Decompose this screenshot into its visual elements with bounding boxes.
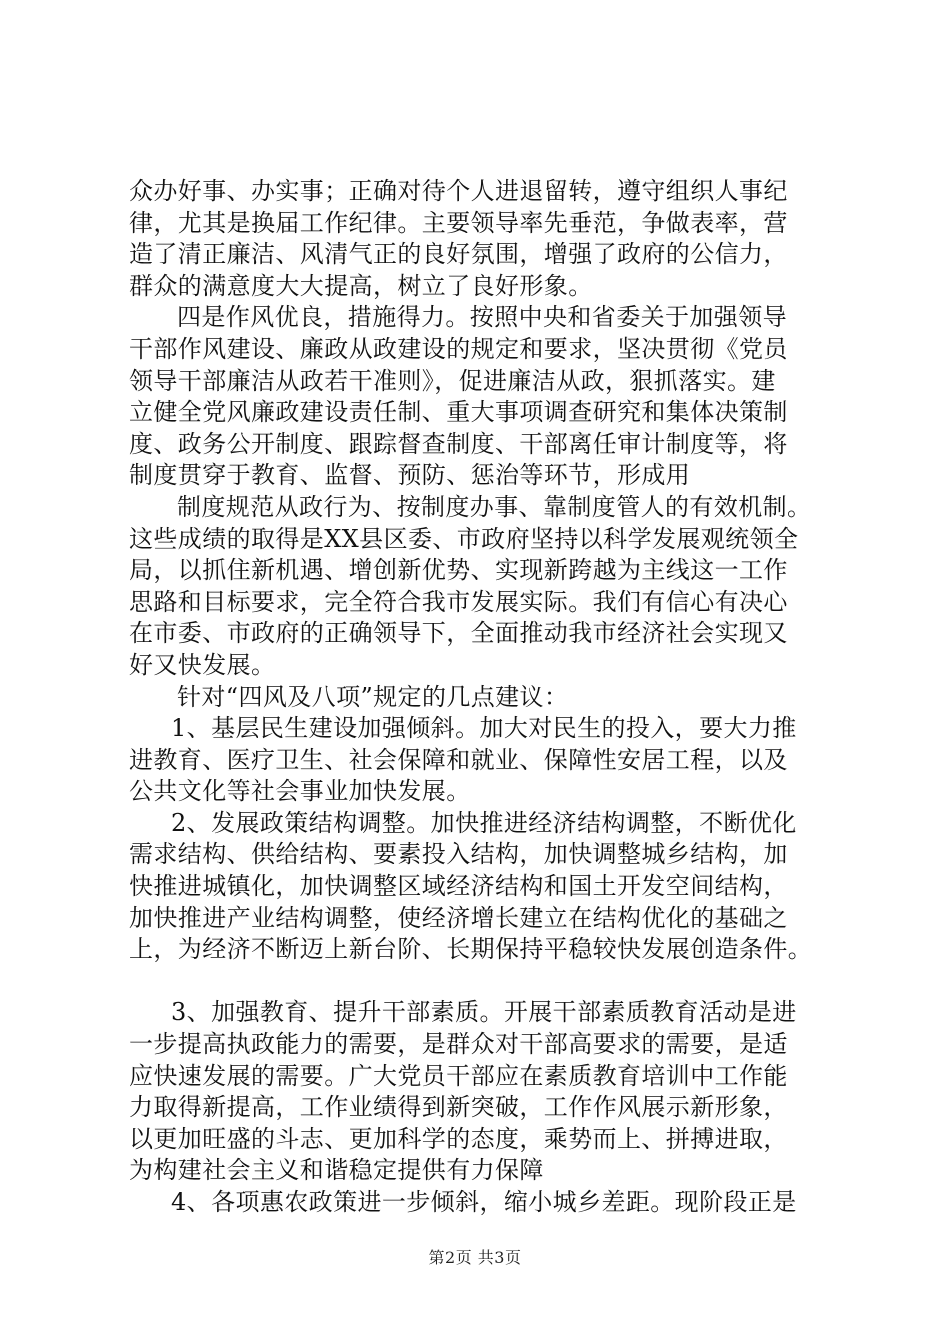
blank-line: [129, 966, 834, 998]
text-line: 众办好事、办实事；正确对待个人进退留转，遵守组织人事纪: [129, 177, 788, 205]
section-heading: 针对“四风及八项”规定的几点建议：: [177, 682, 569, 711]
text-line: 力取得新提高，工作业绩得到新突破，工作作风展示新形象，: [129, 1093, 788, 1122]
text-line: 加快推进产业结构调整，使经济增长建立在结构优化的基础之: [129, 903, 788, 932]
text-line: 思路和目标要求，完全符合我市发展实际。我们有信心有决心: [129, 587, 788, 616]
text-line: 应快速发展的需要。广大党员干部应在素质教育培训中工作能: [129, 1061, 788, 1090]
text-line: 制度贯穿于教育、监督、预防、惩治等环节，形成用: [129, 461, 691, 490]
list-item-1-start: 1、基层民生建设加强倾斜。加大对民生的投入，要大力推: [171, 714, 797, 743]
text-line: 群众的满意度大大提高，树立了良好形象。: [129, 271, 593, 300]
text-line: 进教育、医疗卫生、社会保障和就业、保障性安居工程，以及: [129, 745, 788, 774]
text-line: 公共文化等社会事业加快发展。: [129, 777, 471, 806]
text-line: 律，尤其是换届工作纪律。主要领导率先垂范，争做表率，营: [129, 208, 788, 237]
list-item-4-start: 4、各项惠农政策进一步倾斜，缩小城乡差距。现阶段正是: [171, 1188, 797, 1216]
text-line: 局，以抓住新机遇、增创新优势、实现新跨越为主线这一工作: [129, 556, 788, 585]
list-item-3-start: 3、加强教育、提升干部素质。开展干部素质教育活动是进: [171, 998, 797, 1027]
text-line: 需求结构、供给结构、要素投入结构，加快调整城乡结构，加: [129, 840, 788, 869]
page-number-footer: 第2页 共3页: [428, 1248, 522, 1267]
list-item-2-start: 2、发展政策结构调整。加快推进经济结构调整，不断优化: [171, 808, 797, 837]
text-line: 这些成绩的取得是XX县区委、市政府坚持以科学发展观统领全: [129, 524, 799, 553]
text-line: 造了清正廉洁、风清气正的良好氛围，增强了政府的公信力，: [129, 240, 788, 269]
text-line: 立健全党风廉政建设责任制、重大事项调查研究和集体决策制: [129, 398, 788, 427]
document-body: [129, 176, 834, 1219]
paragraph-start-line: 制度规范从政行为、按制度办事、靠制度管人的有效机制。: [177, 492, 812, 521]
text-line: 在市委、市政府的正确领导下，全面推动我市经济社会实现又: [129, 619, 788, 648]
text-line: 上，为经济不断迈上新台阶、长期保持平稳较快发展创造条件。: [129, 935, 813, 964]
text-line: 为构建社会主义和谐稳定提供有力保障: [129, 1156, 544, 1185]
text-line: 好又快发展。: [129, 650, 276, 679]
text-line: 快推进城镇化，加快调整区域经济结构和国土开发空间结构，: [129, 872, 788, 901]
text-line: 以更加旺盛的斗志、更加科学的态度，乘势而上、拼搏进取，: [129, 1124, 788, 1153]
text-line: 干部作风建设、廉政从政建设的规定和要求，坚决贯彻《党员: [129, 334, 788, 363]
paragraph-start-line: 四是作风优良，措施得力。按照中央和省委关于加强领导: [177, 303, 787, 332]
text-line: 一步提高执政能力的需要，是群众对干部高要求的需要，是适: [129, 1030, 788, 1059]
text-line: 领导干部廉洁从政若干准则》，促进廉洁从政，狠抓落实。建: [129, 366, 776, 395]
text-line: 度、政务公开制度、跟踪督查制度、干部离任审计制度等，将: [129, 429, 788, 458]
